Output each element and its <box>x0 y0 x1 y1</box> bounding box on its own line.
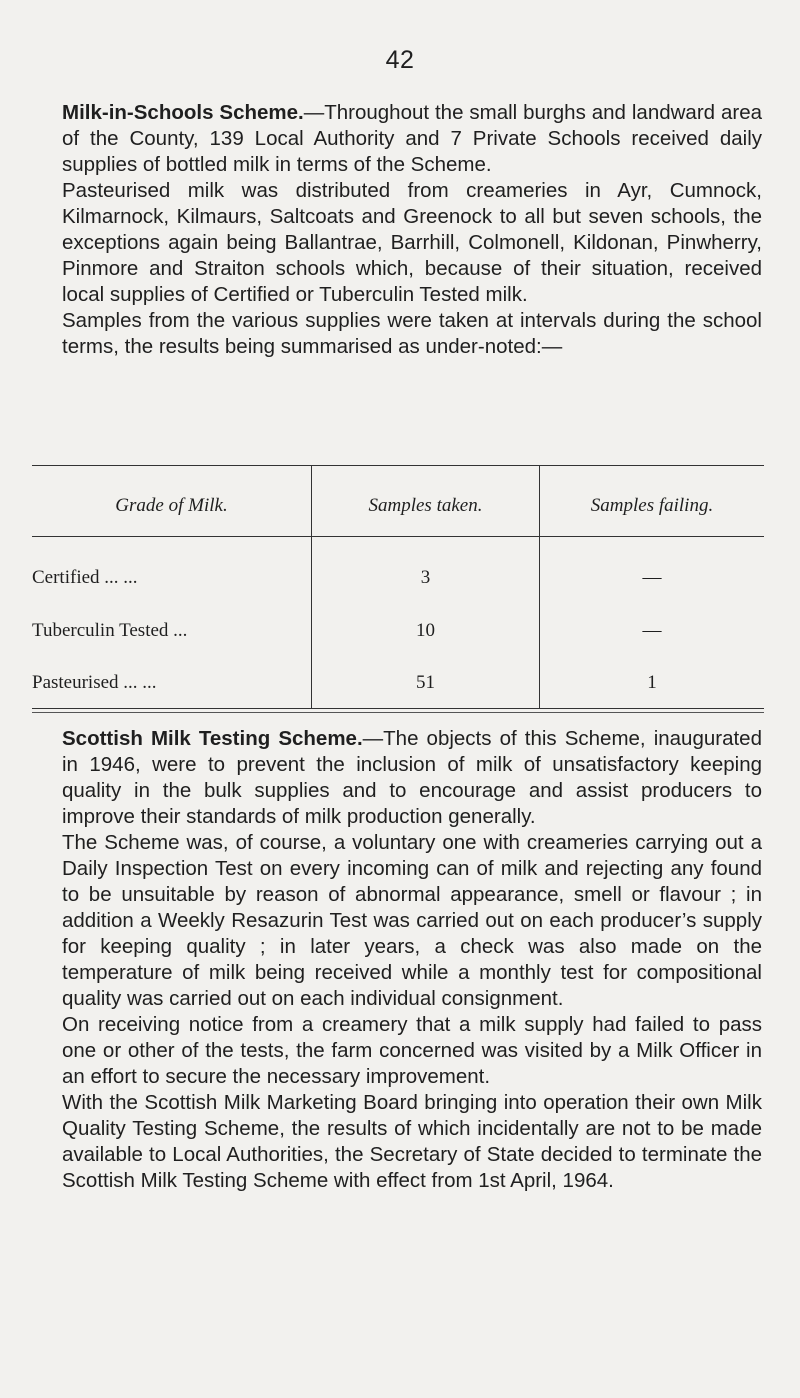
paragraph-text: Pasteurised milk was distributed from creameries in Ayr, Cumnock, Kilmarnock, Kilmaurs, Saltcoats and Greenock to all but seven schools, the exceptions again being Ballantrae, Barrhill, Colmonell, Kildonan, Pinwherry, Pinmore and Straiton schools which, because of their situation, received local supplies of Certified or Tuberculin Tested milk. <box>62 179 762 306</box>
samples-taken-cell: 3 <box>420 567 431 588</box>
column-header-samples-taken: Samples taken. <box>368 495 483 516</box>
table-rule-bottom <box>32 708 764 709</box>
paragraph-text: On receiving notice from a creamery that a milk supply had failed to pass one or other of the tests, the farm concerned was visited by a Milk Officer in an effort to secure the necessary improvement. <box>62 1013 762 1088</box>
paragraph-text: —The objects of this Scheme, inaugurated in 1946, were to prevent the inclusion of milk of unsatisfactory keeping quality in the bulk supplies and to encourage and assist producers to improve their standards of milk production generally. <box>62 727 762 828</box>
samples-failing-cell: 1 <box>647 672 657 693</box>
paragraph <box>62 830 762 1012</box>
paragraph <box>62 726 762 830</box>
column-header-grade: Grade of Milk. <box>115 495 228 516</box>
milk-in-schools-section <box>62 100 762 360</box>
paragraph <box>62 308 762 360</box>
table-row <box>32 620 764 646</box>
paragraph-text: —Throughout the small burghs and landward area of the County, 139 Local Authority and 7 Private Schools received daily supplies of bottled milk in terms of the Scheme. <box>62 101 762 176</box>
table-rule-top <box>32 465 764 466</box>
table-row <box>32 567 764 593</box>
paragraph-heading: Scottish Milk Testing Scheme. <box>62 727 363 750</box>
paragraph-heading: Milk-in-Schools Scheme. <box>62 101 304 124</box>
milk-testing-section <box>62 726 762 1194</box>
column-header-samples-failing: Samples failing. <box>590 495 714 516</box>
grade-cell: Tuberculin Tested ... <box>32 620 188 641</box>
page-number: 42 <box>385 46 415 74</box>
paragraph-text: With the Scottish Milk Marketing Board bringing into operation their own Milk Quality Testing Scheme, the results of which incidentally are not to be made available to Local Authorities, the Secretary of State decided to terminate the Scottish Milk Testing Scheme with effect from 1st April, 1964. <box>62 1091 762 1192</box>
table-rule-header <box>32 536 764 537</box>
paragraph <box>62 1012 762 1090</box>
grade-cell: Certified ... ... <box>32 567 138 588</box>
paragraph-text: Samples from the various supplies were taken at intervals during the school terms, the results being summarised as under-noted:— <box>62 309 762 358</box>
grade-cell: Pasteurised ... ... <box>32 672 157 693</box>
table-row <box>32 672 764 698</box>
samples-taken-cell: 10 <box>416 620 435 641</box>
samples-failing-cell: — <box>642 620 662 641</box>
paragraph <box>62 1090 762 1194</box>
paragraph-text: The Scheme was, of course, a voluntary one with creameries carrying out a Daily Inspection Test on every incoming can of milk and rejecting any found to be unsuitable by reason of abnormal appearance, smell or flavour ; in addition a Weekly Resazurin Test was carried out on each producer’s supply for keeping quality ; in later years, a check was also made on the temperature of milk being received while a monthly test for compositional quality was carried out on each individual consignment. <box>62 831 762 1010</box>
samples-failing-cell: — <box>642 567 662 588</box>
milk-samples-table <box>32 465 764 716</box>
paragraph <box>62 100 762 178</box>
paragraph <box>62 178 762 308</box>
samples-taken-cell: 51 <box>416 672 435 693</box>
table-rule-bottom-double <box>32 712 764 713</box>
